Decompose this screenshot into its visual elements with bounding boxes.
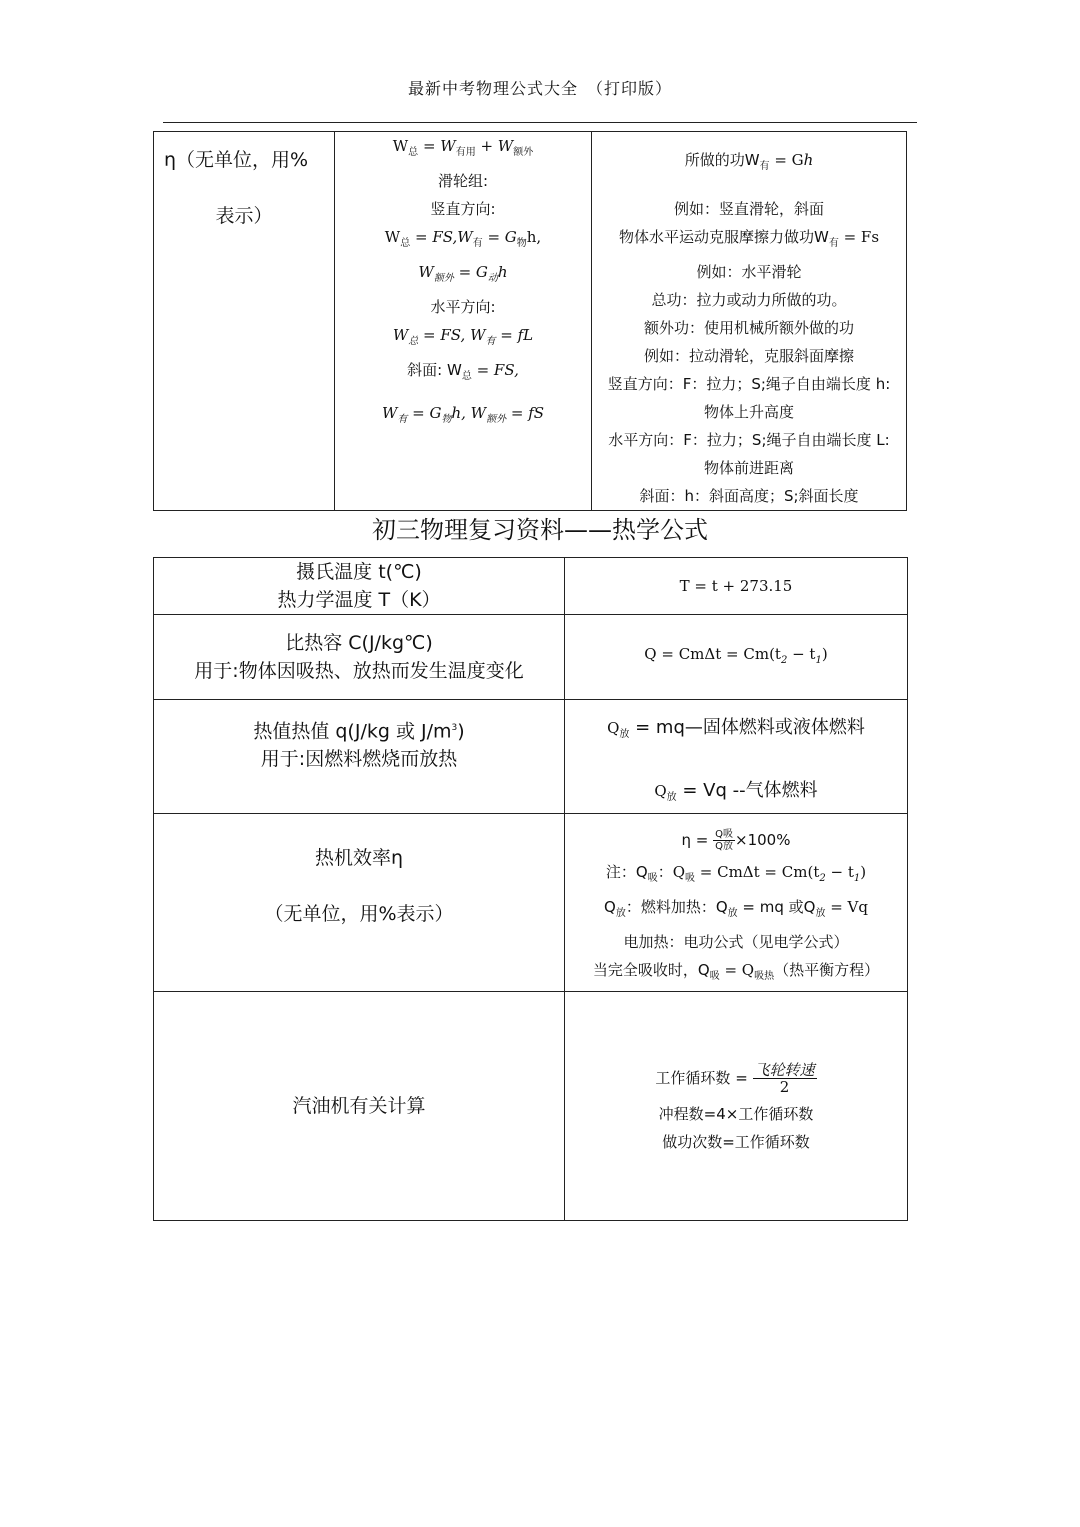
eta-label-line1: η（无单位，用% xyxy=(164,149,309,171)
friction-work-note: 物体水平运动克服摩擦力做功$W_有 = Fs$ xyxy=(618,228,880,249)
extra-work-formula: $W_{额外} = G_动h$ xyxy=(418,263,508,284)
cycle-count-formula: 工作循环数 = $\frac{\text{飞轮转速}}{2}$ xyxy=(655,1060,815,1096)
heat-value-formula-cell xyxy=(565,700,908,814)
stroke-count-formula: 冲程数=4×工作循环数 xyxy=(658,1105,814,1123)
incline-work-formula: $W_有$ = $G_物ℎ$, $W_{额外}$ = fS xyxy=(381,404,545,425)
celsius-label: 摄氏温度 t(℃) xyxy=(296,561,422,583)
cycle-count-fraction: $\frac{\text{飞轮转速}}{2}$ xyxy=(754,1060,815,1096)
vertical-symbols-note-cont: 物体上升高度 xyxy=(703,403,794,421)
specific-heat-label: 比热容 C(J/kg℃) xyxy=(285,632,433,654)
eta-label-cell xyxy=(154,132,335,511)
horizontal-label: 水平方向: xyxy=(430,298,496,316)
temperature-formula: T = t + 273.15 xyxy=(679,577,793,595)
incline-formula: 斜面: $W_总$ = FS, xyxy=(407,361,519,382)
example-vertical: 例如：竖直滑轮，斜面 xyxy=(673,200,824,218)
section-title: 初三物理复习资料——热学公式 xyxy=(372,516,708,544)
power-stroke-formula: 做功次数=工作循环数 xyxy=(662,1133,810,1151)
heat-balance-note: 当完全吸收时，$Q_吸 = Q_{吸热}$（热平衡方程） xyxy=(592,961,880,982)
heat-value-usage: 用于:因燃料燃烧而放热 xyxy=(260,748,458,771)
header-divider xyxy=(163,122,917,123)
total-work-note: 总功：拉力或动力所做的功。 xyxy=(651,291,847,309)
efficiency-fraction: $\frac{\text{Q吸}}{\text{Q放}}$ xyxy=(715,829,734,852)
absorbed-heat-note: 注：$Q_吸$：$Q_吸 = Cm\Delta t = Cm(t_2 - t_1)$ xyxy=(605,863,867,884)
specific-heat-formula: $Q = Cm\Delta t = Cm(t_2 - t_1)$ xyxy=(644,644,828,666)
example-extra: 例如：拉动滑轮，克服斜面摩擦 xyxy=(643,347,854,365)
temperature-formula-cell xyxy=(565,558,908,615)
specific-heat-label-cell xyxy=(154,615,565,700)
heat-value-label: 热值热值 q(J/kg 或 $J/m^3$) xyxy=(253,720,465,743)
vertical-formula: $W_总 = FS,W_有 = G_物h$, xyxy=(384,228,542,249)
efficiency-formula: η = $\frac{\text{Q吸}}{\text{Q放}}$ ×100% xyxy=(681,829,791,852)
example-horizontal: 例如：水平滑轮 xyxy=(696,263,802,281)
work-explanation-cell xyxy=(592,132,907,511)
vertical-symbols-note: 竖直方向：F：拉力；S;绳子自由端长度 h: xyxy=(607,375,891,393)
engine-efficiency-label-cell xyxy=(154,814,565,992)
heat-value-label-cell xyxy=(154,700,565,814)
released-heat-note: $Q_放$：燃料加热：$Q_放$ = mq 或$Q_放 = Vq$ xyxy=(604,898,868,919)
extra-work-note: 额外功：使用机械所额外做的功 xyxy=(643,319,854,337)
horizontal-formula: $W_总$ = FS, $W_有$ = fL xyxy=(392,326,534,347)
engine-efficiency-label: 热机效率η xyxy=(314,847,404,869)
total-work-formula: $W_总 = W_{有用} + W_{额外}$ xyxy=(392,137,534,158)
eta-label-line2: 表示） xyxy=(215,205,273,227)
thermo-table xyxy=(153,557,908,1221)
mechanics-table xyxy=(153,131,907,511)
temperature-label-cell xyxy=(154,558,565,615)
work-formula-cell xyxy=(335,132,592,511)
page-header-title: 最新中考物理公式大全 （打印版） xyxy=(407,79,672,98)
electric-heat-note: 电加热：电功公式（见电学公式） xyxy=(623,933,849,951)
specific-heat-formula-cell xyxy=(565,615,908,700)
engine-efficiency-formula-cell xyxy=(565,814,908,992)
engine-calc-formula-cell xyxy=(565,992,908,1221)
specific-heat-usage: 用于:物体因吸热、放热而发生温度变化 xyxy=(194,660,524,682)
incline-symbols-note: 斜面：h：斜面高度；S;斜面长度 xyxy=(639,487,859,505)
kelvin-label: 热力学温度 T（K） xyxy=(277,589,441,611)
engine-calc-label-cell xyxy=(154,992,565,1221)
vertical-label: 竖直方向: xyxy=(430,200,496,218)
horizontal-symbols-note-cont: 物体前进距离 xyxy=(703,459,794,477)
engine-calc-label: 汽油机有关计算 xyxy=(292,1095,426,1117)
solid-fuel-formula: $Q_放$ = mq—固体燃料或液体燃料 xyxy=(607,717,865,740)
engine-efficiency-unit: （无单位，用%表示） xyxy=(264,903,454,925)
gas-fuel-formula: $Q_放 = Vq$ --气体燃料 xyxy=(654,780,818,803)
pulley-label: 滑轮组: xyxy=(437,172,489,190)
horizontal-symbols-note: 水平方向：F：拉力；S;绳子自由端长度 L: xyxy=(608,431,890,449)
useful-work-note: 所做的功$W_有$ = Gℎ xyxy=(684,151,814,172)
